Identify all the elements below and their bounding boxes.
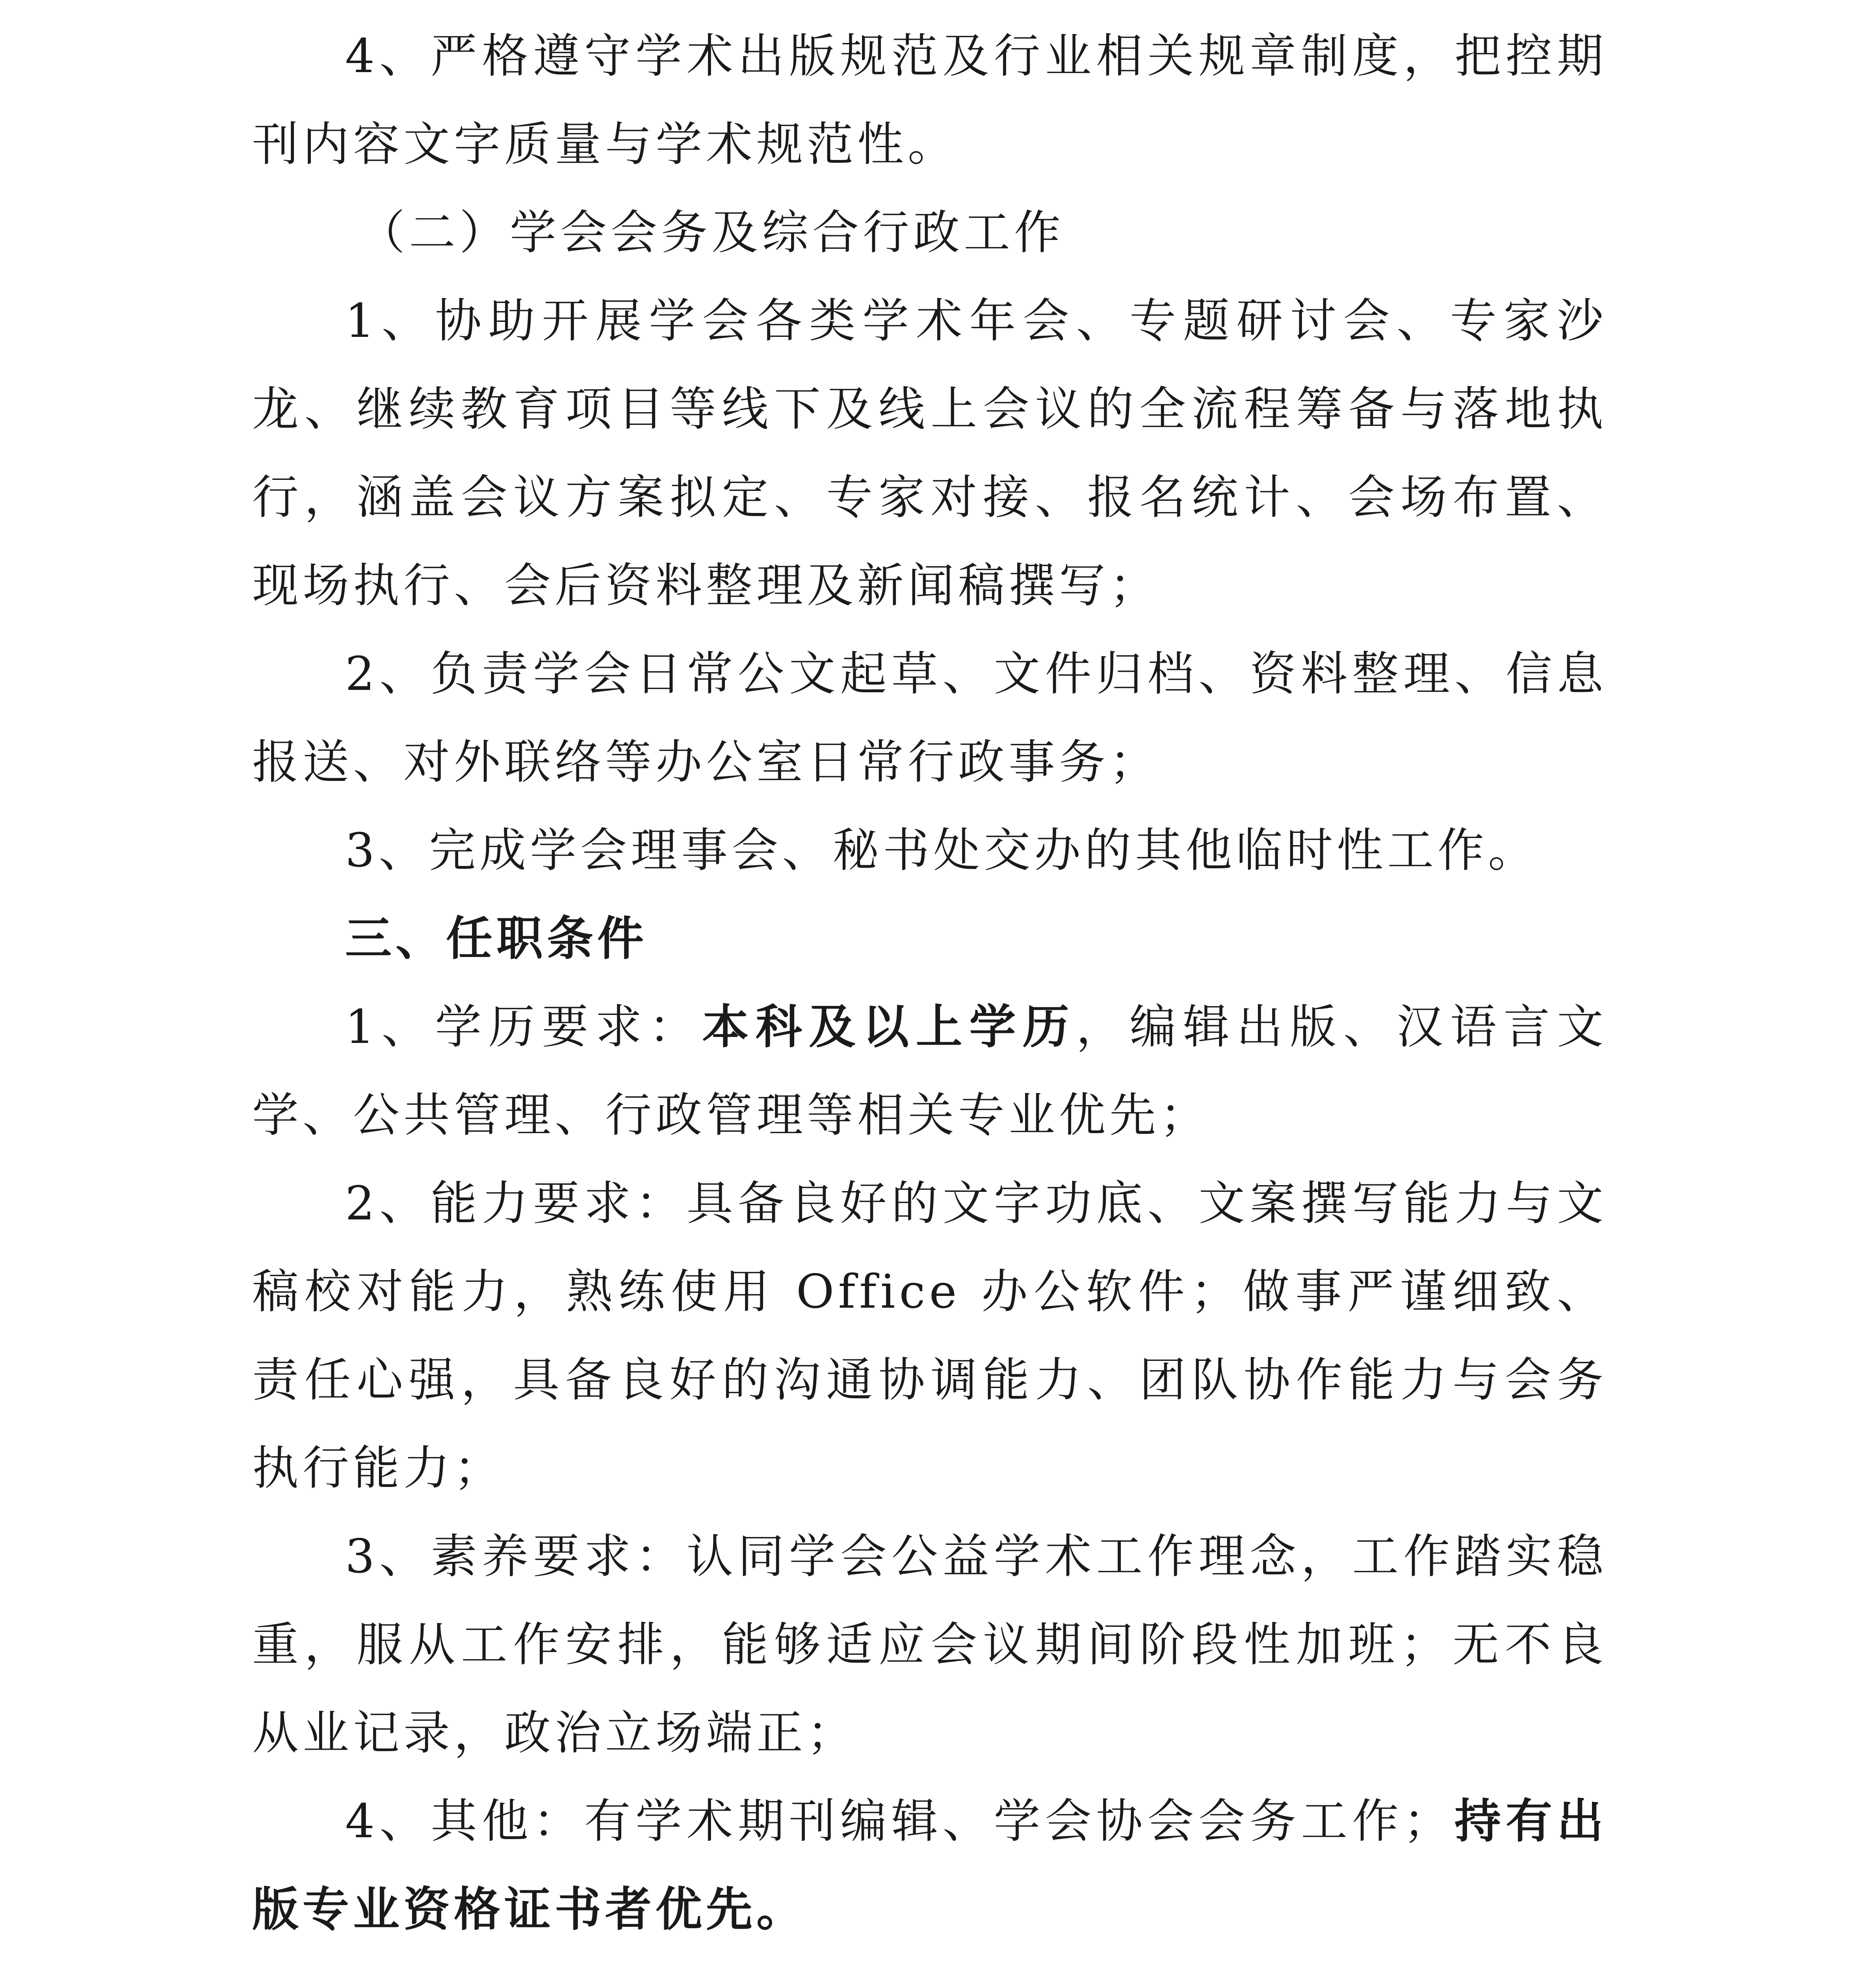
document-page: [252, 12, 1607, 1970]
other-requirement-text: 4、其他：有学术期刊编辑、学会协会会务工作；: [345, 1794, 1454, 1848]
subsection-heading-meetings: （二）学会会务及综合行政工作: [358, 205, 1065, 260]
other-requirement-emphasis: 持有出版专业资格证书者优先。: [252, 1794, 1607, 1937]
education-label: 1、学历要求：: [345, 1000, 702, 1054]
paragraph-ability-requirement: 2、能力要求：具备良好的文字功底、文案撰写能力与文稿校对能力，熟练使用 Office 办公软件；做事严谨细致、责任心强，具备良好的沟通协调能力、团队协作能力与会务执行能力；: [252, 1176, 1607, 1495]
section-heading-requirements: 三、任职条件: [345, 911, 648, 966]
section-heading-benefits: [252, 1953, 1607, 1970]
paragraph-other-requirement: [252, 1777, 1607, 1953]
paragraph-journal-standards: 4、严格遵守学术出版规范及行业相关规章制度，把控期刊内容文字质量与学术规范性。: [252, 29, 1607, 171]
education-detail: ，编辑出版、汉语言文学、公共管理、行政管理等相关专业优先；: [252, 1000, 1607, 1142]
paragraph-education-requirement: [252, 983, 1607, 1159]
paragraph-meeting-organization: 1、协助开展学会各类学术年会、专题研讨会、专家沙龙、继续教育项目等线下及线上会议的全流程筹备与落地执行，涵盖会议方案拟定、专家对接、报名统计、会场布置、现场执行、会后资料整理及新闻稿撰写；: [252, 294, 1607, 613]
paragraph-administrative-duties: 2、负责学会日常公文起草、文件归档、资料整理、信息报送、对外联络等办公室日常行政事务；: [252, 647, 1607, 789]
paragraph-quality-requirement: 3、素养要求：认同学会公益学术工作理念，工作踏实稳重，服从工作安排，能够适应会议期间阶段性加班；无不良从业记录，政治立场端正；: [252, 1529, 1607, 1760]
paragraph-other-tasks: 3、完成学会理事会、秘书处交办的其他临时性工作。: [345, 823, 1539, 877]
education-emphasis: 本科及以上学历: [702, 1000, 1076, 1054]
